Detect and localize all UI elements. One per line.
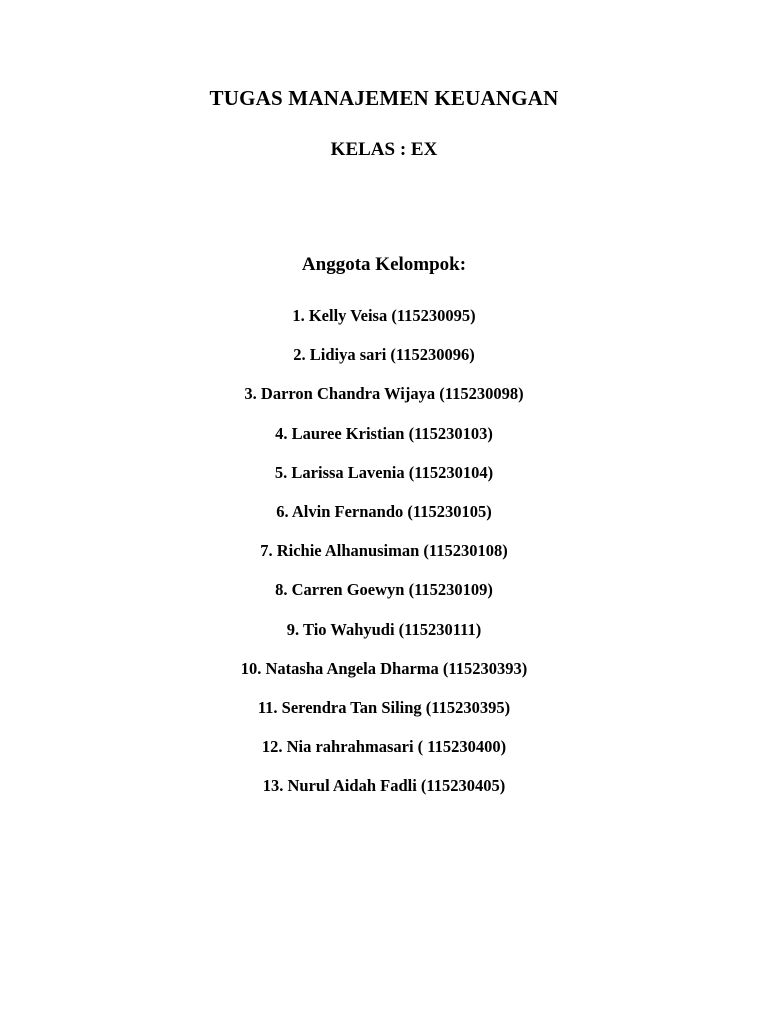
list-item: 9. Tio Wahyudi (115230111) [286,619,482,639]
list-item: 10. Natasha Angela Dharma (115230393) [240,658,528,678]
member-list [0,304,768,813]
list-item: 5. Larissa Lavenia (115230104) [274,462,494,482]
list-item: 6. Alvin Fernando (115230105) [276,501,492,521]
list-item: 2. Lidiya sari (115230096) [293,345,475,365]
list-item: 1. Kelly Veisa (115230095) [292,306,476,325]
document-title: TUGAS MANAJEMEN KEUANGAN [209,86,559,110]
list-item: 8. Carren Goewyn (115230109) [275,580,493,600]
list-item: 12. Nia rahrahmasari ( 115230400) [261,737,507,757]
class-label: KELAS : EX [330,139,438,160]
list-item: 7. Richie Alhanusiman (115230108) [260,541,508,561]
members-heading: Anggota Kelompok: [301,254,467,275]
list-item: 13. Nurul Aidah Fadli (115230405) [262,776,506,796]
list-item: 11. Serendra Tan Siling (115230395) [257,697,511,717]
list-item: 3. Darron Chandra Wijaya (115230098) [244,384,524,404]
list-item: 4. Lauree Kristian (115230103) [275,423,493,443]
